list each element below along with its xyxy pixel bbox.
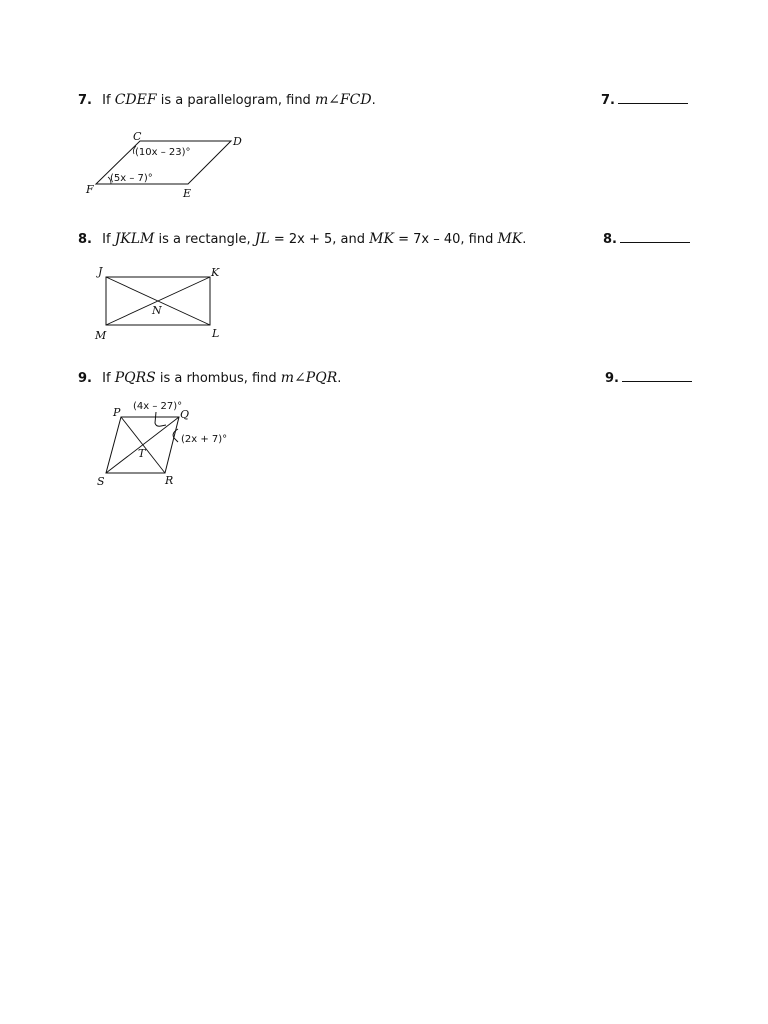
- angle-expression-tqr: (2x + 7)°: [181, 434, 228, 445]
- problem-number: 8.: [78, 232, 92, 247]
- stem-prefix: If: [102, 232, 111, 247]
- center-label-n: N: [152, 304, 162, 317]
- stem-suffix: .: [337, 371, 342, 386]
- segment-jl: JL: [254, 231, 270, 247]
- figure-name: PQRS: [114, 370, 156, 386]
- answer-number: 7.: [601, 93, 615, 108]
- angle-hook-pqt: [155, 412, 166, 426]
- answer-7: [601, 91, 688, 110]
- target-quantity: MK: [497, 231, 523, 247]
- vertex-label-d: D: [233, 135, 242, 148]
- rhombus-pqrs-figure: [94, 396, 244, 492]
- angle-expression-pqt: (4x – 27)°: [133, 401, 183, 412]
- figure-name: JKLM: [114, 231, 155, 247]
- center-label-t: T: [138, 447, 146, 460]
- angle-hook-tqr: [173, 429, 178, 442]
- parallelogram-cdef-figure: [84, 132, 254, 204]
- vertex-label-l: L: [212, 327, 220, 340]
- vertex-label-r: R: [165, 474, 174, 487]
- answer-blank[interactable]: [620, 230, 690, 243]
- stem-text: is a rhombus, find: [159, 371, 277, 386]
- vertex-label-e: E: [183, 187, 192, 200]
- stem-prefix: If: [102, 371, 111, 386]
- answer-blank[interactable]: [622, 369, 692, 382]
- vertex-label-s: S: [97, 475, 105, 488]
- angle-expression-f: (5x – 7)°: [110, 173, 153, 184]
- stem-suffix: .: [522, 232, 527, 247]
- problem-7-stem: [78, 91, 376, 110]
- answer-9: [605, 369, 692, 388]
- equation-mk: = 7x – 40, find: [398, 232, 494, 247]
- stem-suffix: .: [371, 93, 376, 108]
- figure-name: CDEF: [114, 92, 157, 108]
- vertex-label-j: J: [98, 265, 103, 278]
- answer-8: [603, 230, 690, 249]
- equation-jl: = 2x + 5, and: [273, 232, 365, 247]
- vertex-label-f: F: [86, 183, 94, 196]
- target-quantity: m∠FCD: [314, 92, 372, 108]
- stem-prefix: If: [102, 93, 111, 108]
- vertex-label-m: M: [95, 329, 107, 342]
- vertex-label-q: Q: [180, 408, 190, 421]
- stem-text: is a rectangle,: [158, 232, 251, 247]
- vertex-label-c: C: [133, 130, 142, 143]
- vertex-label-k: K: [211, 266, 220, 279]
- answer-blank[interactable]: [618, 91, 688, 104]
- problem-number: 9.: [78, 371, 92, 386]
- problem-8-stem: [78, 230, 526, 249]
- answer-number: 9.: [605, 371, 619, 386]
- answer-number: 8.: [603, 232, 617, 247]
- diagonal-qs: [106, 417, 179, 473]
- problem-9-stem: [78, 369, 341, 388]
- rectangle-jklm-figure: [94, 266, 234, 344]
- vertex-label-p: P: [113, 406, 121, 419]
- problem-number: 7.: [78, 93, 92, 108]
- target-quantity: m∠PQR: [280, 370, 338, 386]
- segment-mk: MK: [369, 231, 394, 247]
- stem-text: is a parallelogram, find: [160, 93, 311, 108]
- angle-expression-c: (10x – 23)°: [135, 147, 191, 158]
